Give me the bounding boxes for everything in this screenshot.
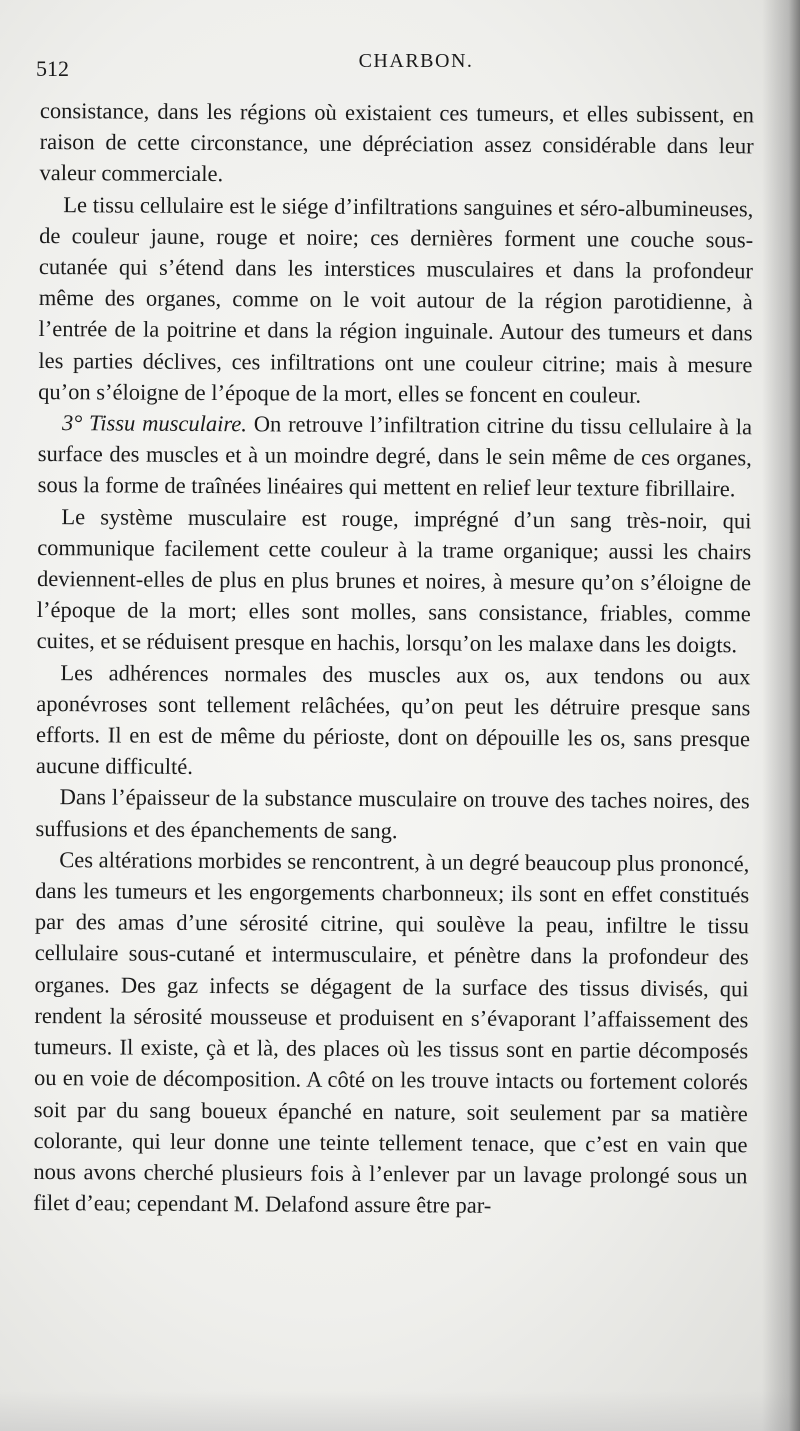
page-number: 512 <box>36 56 69 81</box>
page-header <box>36 50 756 84</box>
paragraph-tumors: Ces altérations morbides se rencontrent, à un degré beaucoup plus prononcé, dans les tumeurs et les engorgements charbonneux; ils sont en effet constitués par des amas d’une sérosité citrine, qui soulève la peau, infiltre le tissu cellulaire sous-cutané et intermusculaire, et pénètre dans la profondeur des organes. Des gaz infects se dégagent de la surface des tissus divisés, qui rendent la sérosité mousseuse et produisent en s’évaporant l’affaissement des tumeurs. Il existe, çà et là, des places où les tissus sont en partie décomposés ou en voie de décomposition. A côté on les trouve intacts ou fortement colorés soit par du sang boueux épanché en nature, soit seulement par sa matière colorante, qui leur donne une teinte tellement tenace, que c’est en vain que nous avons cherché plusieurs fois à l’enlever par un lavage prolongé sous un filet d’eau; cependant M. Delafond assure être par- <box>33 847 750 1218</box>
paragraph-adhesions: Les adhérences normales des muscles aux os, aux tendons ou aux aponévroses sont tellement relâchées, qu’on peut les détruire presque sans efforts. Il en est de même du périoste, dont on dépouille les os, sans presque aucune difficulté. <box>35 659 751 780</box>
paragraph-muscular-system: Le système musculaire est rouge, imprégné d’un sang très-noir, qui communique facilement cette couleur à la trame organique; aussi les chairs deviennent-elles de plus en plus brunes et noires, à mesure qu’on s’éloigne de l’époque de la mort; elles sont molles, sans consistance, friables, comme cuites, et se réduisent presque en hachis, lorsqu’on les malaxe dans les doigts. <box>36 503 752 658</box>
paragraph-muscular-tissue: 3° Tissu musculaire. On retrouve l’infiltration citrine du tissu cellulaire à la surface des muscles et à un moindre degré, dans le sein même de ces organes, sous la forme de traînées linéaires qui mettent en relief leur texture fibrillaire. <box>37 410 753 502</box>
section-heading-muscular-tissue: 3° Tissu musculaire. <box>61 410 248 437</box>
running-head: CHARBON. <box>358 50 474 72</box>
body-text <box>33 95 754 1223</box>
paragraph-muscle-substance: Dans l’épaisseur de la substance musculaire on trouve des taches noires, des suffusions et des épanchements de sang. <box>35 784 750 843</box>
paragraph-continuation: consistance, dans les régions où existaient ces tumeurs, et elles subissent, en raison de cette circonstance, une dépréciation assez considérable dans leur valeur commerciale. <box>39 97 754 187</box>
paragraph-cellular-tissue: Le tissu cellulaire est le siége d’infiltrations sanguines et séro-albumineuses, de couleur jaune, rouge et noire; ces dernières forment une couche sous-cutanée qui s’étend dans les interstices musculaires et dans la profondeur même des organes, comme on le voit autour de la région parotidienne, à l’entrée de la poitrine et dans la région inguinale. Autour des tumeurs et dans les parties déclives, ces infiltrations ont une couleur citrine; mais à mesure qu’on s’éloigne de l’époque de la mort, elles se foncent en couleur. <box>38 191 754 408</box>
